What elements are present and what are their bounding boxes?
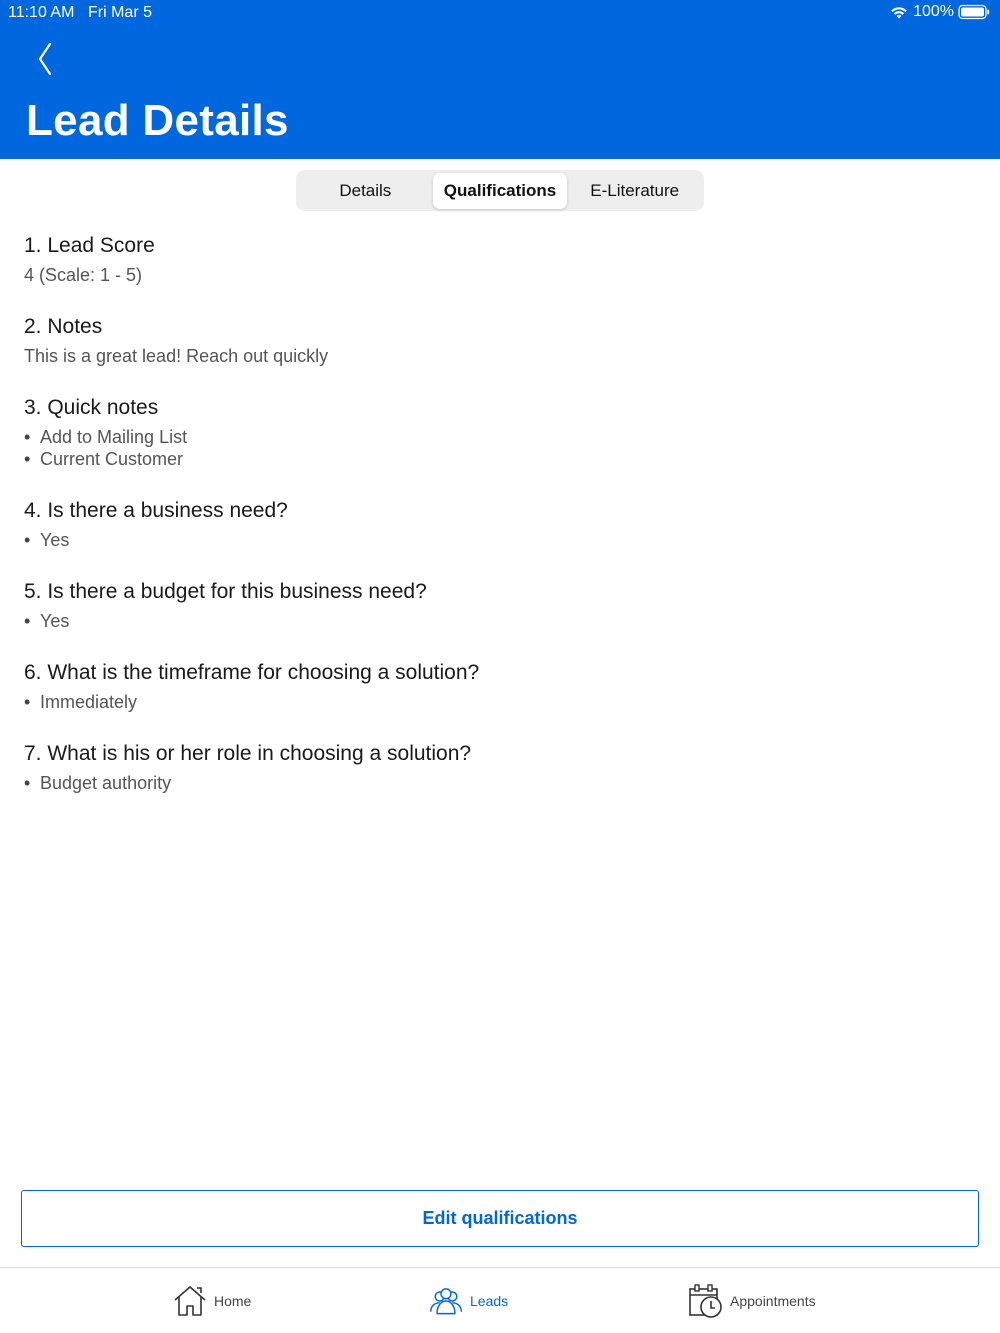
edit-qualifications-button[interactable]: Edit qualifications: [21, 1190, 979, 1247]
bottom-tab-bar: [0, 1267, 1000, 1333]
home-icon: [172, 1283, 208, 1319]
answer-text: 4 (Scale: 1 - 5): [24, 265, 143, 285]
page-title: Lead Details: [26, 96, 289, 145]
question-text: 3. Quick notes: [24, 396, 159, 419]
question-text: 4. Is there a business need?: [24, 499, 288, 522]
leads-icon: [428, 1283, 464, 1319]
qa-timeframe: [24, 660, 974, 713]
qa-notes: [24, 314, 974, 367]
question-text: 2. Notes: [24, 315, 103, 338]
battery-icon: [958, 4, 990, 20]
tab-e-literature[interactable]: E-Literature: [590, 180, 680, 200]
answer-text: This is a great lead! Reach out quickly: [24, 346, 329, 366]
qualifications-list: [24, 233, 974, 822]
answer-list: [24, 691, 974, 713]
qa-role: [24, 741, 974, 794]
qa-budget: [24, 579, 974, 632]
app-header: [0, 0, 1000, 159]
question-text: 5. Is there a budget for this business need?: [24, 580, 427, 603]
nav-appointments[interactable]: [688, 1268, 816, 1333]
qa-lead-score: [24, 233, 974, 286]
list-item: • Current Customer: [24, 448, 974, 470]
list-item: • Yes: [24, 610, 974, 632]
tab-qualifications[interactable]: Qualifications: [433, 173, 568, 209]
question-text: 7. What is his or her role in choosing a solution?: [24, 742, 472, 765]
tab-details[interactable]: Details: [339, 180, 392, 200]
question-text: 6. What is the timeframe for choosing a solution?: [24, 661, 480, 684]
answer-list: [24, 772, 974, 794]
status-date: Fri Mar 5: [88, 4, 152, 21]
nav-home-label: Home: [214, 1293, 252, 1309]
qa-quick-notes: [24, 395, 974, 470]
list-item: • Yes: [24, 529, 974, 551]
nav-home[interactable]: [172, 1268, 251, 1333]
list-item: • Budget authority: [24, 772, 974, 794]
answer-list: [24, 529, 974, 551]
appointments-icon: [688, 1283, 724, 1319]
battery-percent: 100%: [913, 3, 954, 20]
status-time: 11:10 AM: [8, 4, 75, 21]
answer-list: [24, 426, 974, 470]
nav-appointments-label: Appointments: [730, 1293, 816, 1309]
back-chevron-icon[interactable]: [30, 40, 60, 78]
nav-leads[interactable]: [428, 1268, 508, 1333]
list-item: • Immediately: [24, 691, 974, 713]
status-bar: [0, 0, 1000, 26]
segmented-control: [296, 170, 704, 211]
status-right: [889, 3, 990, 21]
qa-business-need: [24, 498, 974, 551]
wifi-icon: [889, 4, 909, 20]
answer-list: [24, 610, 974, 632]
question-text: 1. Lead Score: [24, 234, 155, 257]
nav-leads-label: Leads: [470, 1293, 509, 1309]
list-item: • Add to Mailing List: [24, 426, 974, 448]
